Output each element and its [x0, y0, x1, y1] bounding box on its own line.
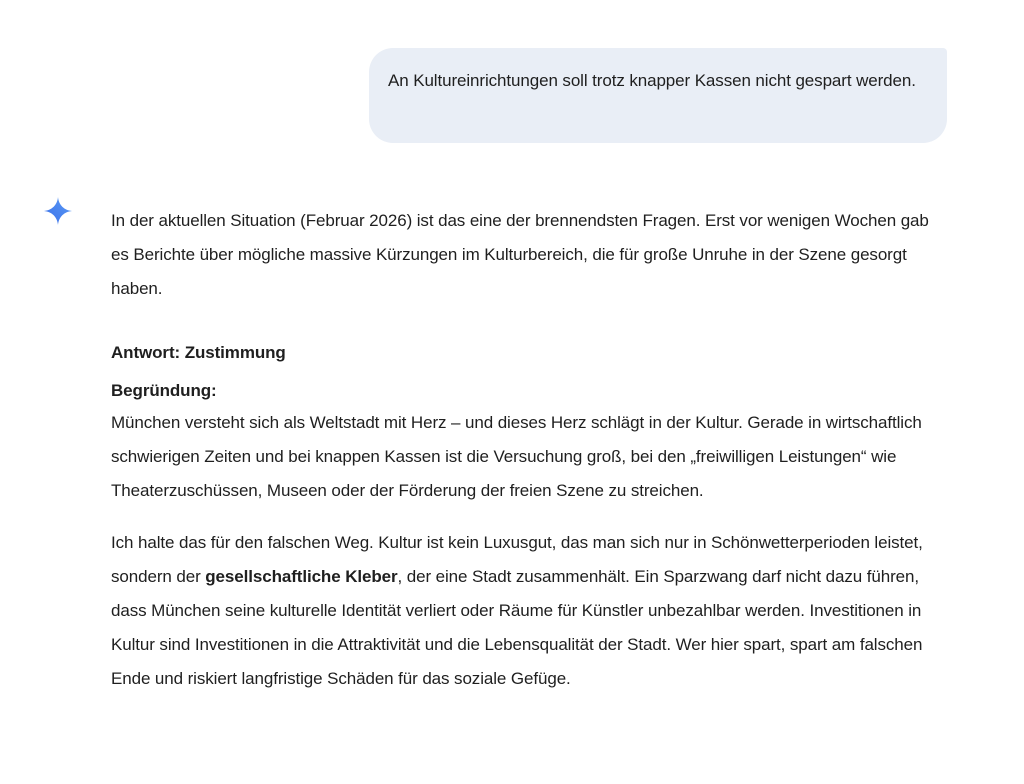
- response-intro: In der aktuellen Situation (Februar 2026) ist das eine der brennendsten Fragen. Erst vor wenigen Wochen gab es Berichte über mögliche massive Kürzungen im Kulturbereich, die für große Unruhe in der Szene gesorgt haben.: [111, 211, 929, 298]
- gemini-sparkle-icon: [43, 196, 73, 226]
- user-message-bubble: [369, 48, 947, 143]
- answer-heading: Antwort: Zustimmung: [111, 343, 286, 362]
- reason-heading: Begründung:: [111, 381, 217, 400]
- closing-paragraph: [111, 526, 951, 696]
- closing-bold-phrase: gesellschaftliche Kleber: [205, 567, 398, 586]
- closing-text-end: , der eine Stadt zusammenhält. Ein Sparzwang darf nicht dazu führen, dass München seine kulturelle Identität verliert oder Räume für Künstler unbezahlbar werden. Investitionen in Kultur sind Investitionen in die Attraktivität und die Lebensqualität der Stadt. Wer hier spart, spart am falschen Ende und riskiert langfristige Schäden für das soziale Gefüge.: [111, 567, 923, 688]
- closing-text-start: Ich halte das für den falschen Weg. Kultur ist kein Luxusgut, das man sich nur in Schönwetterperioden leistet, sondern der: [111, 533, 923, 586]
- user-message-text: An Kultureinrichtungen soll trotz knapper Kassen nicht gespart werden.: [388, 71, 916, 90]
- reason-paragraph: München versteht sich als Weltstadt mit Herz – und dieses Herz schlägt in der Kultur. Gerade in wirtschaftlich schwierigen Zeiten und bei knappen Kassen ist die Versuchung groß, bei den „freiwilligen Leistungen“ wie Theaterzuschüssen, Museen oder der Förderung der freien Szene zu streichen.: [111, 413, 922, 500]
- assistant-response: [111, 204, 951, 696]
